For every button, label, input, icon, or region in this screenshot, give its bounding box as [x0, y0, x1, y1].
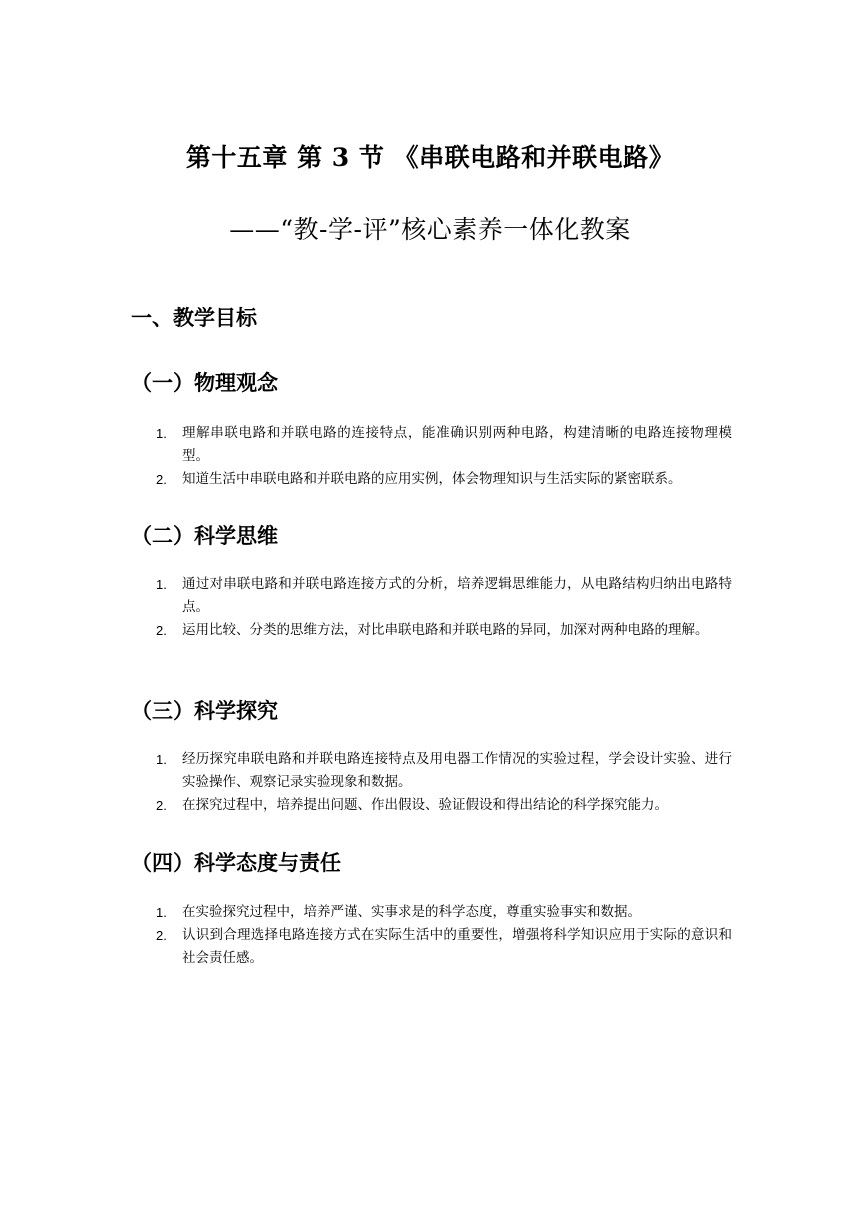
list-item-text: 经历探究串联电路和并联电路连接特点及用电器工作情况的实验过程，学会设计实验、进行实验操作、观察记录实验现象和数据。 — [182, 751, 732, 790]
list-item — [156, 901, 732, 924]
document-subtitle: ——“教-学-评”核心素养一体化教案 — [229, 215, 631, 244]
document-title: 第十五章 第 3 节 《串联电路和并联电路》 — [185, 143, 675, 172]
list-item-text: 知道生活中串联电路和并联电路的应用实例，体会物理知识与生活实际的紧密联系。 — [182, 471, 682, 487]
list-item-text: 通过对串联电路和并联电路连接方式的分析，培养逻辑思维能力，从电路结构归纳出电路特点。 — [182, 576, 732, 615]
list-item-text: 在探究过程中，培养提出问题、作出假设、验证假设和得出结论的科学探究能力。 — [182, 797, 668, 813]
list-item-number: 1. — [156, 752, 167, 767]
list-item-number: 2. — [156, 623, 167, 638]
list-item — [156, 619, 732, 642]
list-item-text: 理解串联电路和并联电路的连接特点，能准确识别两种电路，构建清晰的电路连接物理模型。 — [182, 425, 732, 464]
subsection-heading-physics-concept: （一）物理观念 — [131, 370, 278, 395]
list-item — [156, 468, 732, 491]
list-physics-concept — [156, 422, 732, 491]
list-item — [156, 748, 732, 794]
list-item — [156, 422, 732, 468]
list-item-number: 1. — [156, 426, 167, 441]
list-item-number: 2. — [156, 472, 167, 487]
list-item-number: 2. — [156, 928, 167, 943]
list-item-number: 2. — [156, 798, 167, 813]
list-item-text: 认识到合理选择电路连接方式在实际生活中的重要性，增强将科学知识应用于实际的意识和社会责任感。 — [182, 927, 732, 966]
list-attitude-responsibility — [156, 901, 732, 970]
subsection-heading-attitude-responsibility: （四）科学态度与责任 — [131, 850, 341, 875]
list-item-number: 1. — [156, 577, 167, 592]
list-item — [156, 573, 732, 619]
list-item-text: 运用比较、分类的思维方法，对比串联电路和并联电路的异同，加深对两种电路的理解。 — [182, 622, 709, 638]
subsection-heading-scientific-thinking: （二）科学思维 — [131, 523, 278, 548]
list-scientific-inquiry — [156, 748, 732, 817]
list-item-number: 1. — [156, 905, 167, 920]
list-item-text: 在实验探究过程中，培养严谨、实事求是的科学态度，尊重实验事实和数据。 — [182, 904, 641, 920]
list-item — [156, 924, 732, 970]
subsection-heading-scientific-inquiry: （三）科学探究 — [131, 698, 278, 723]
list-scientific-thinking — [156, 573, 732, 642]
list-item — [156, 794, 732, 817]
section-heading-teaching-goals: 一、教学目标 — [131, 305, 257, 330]
